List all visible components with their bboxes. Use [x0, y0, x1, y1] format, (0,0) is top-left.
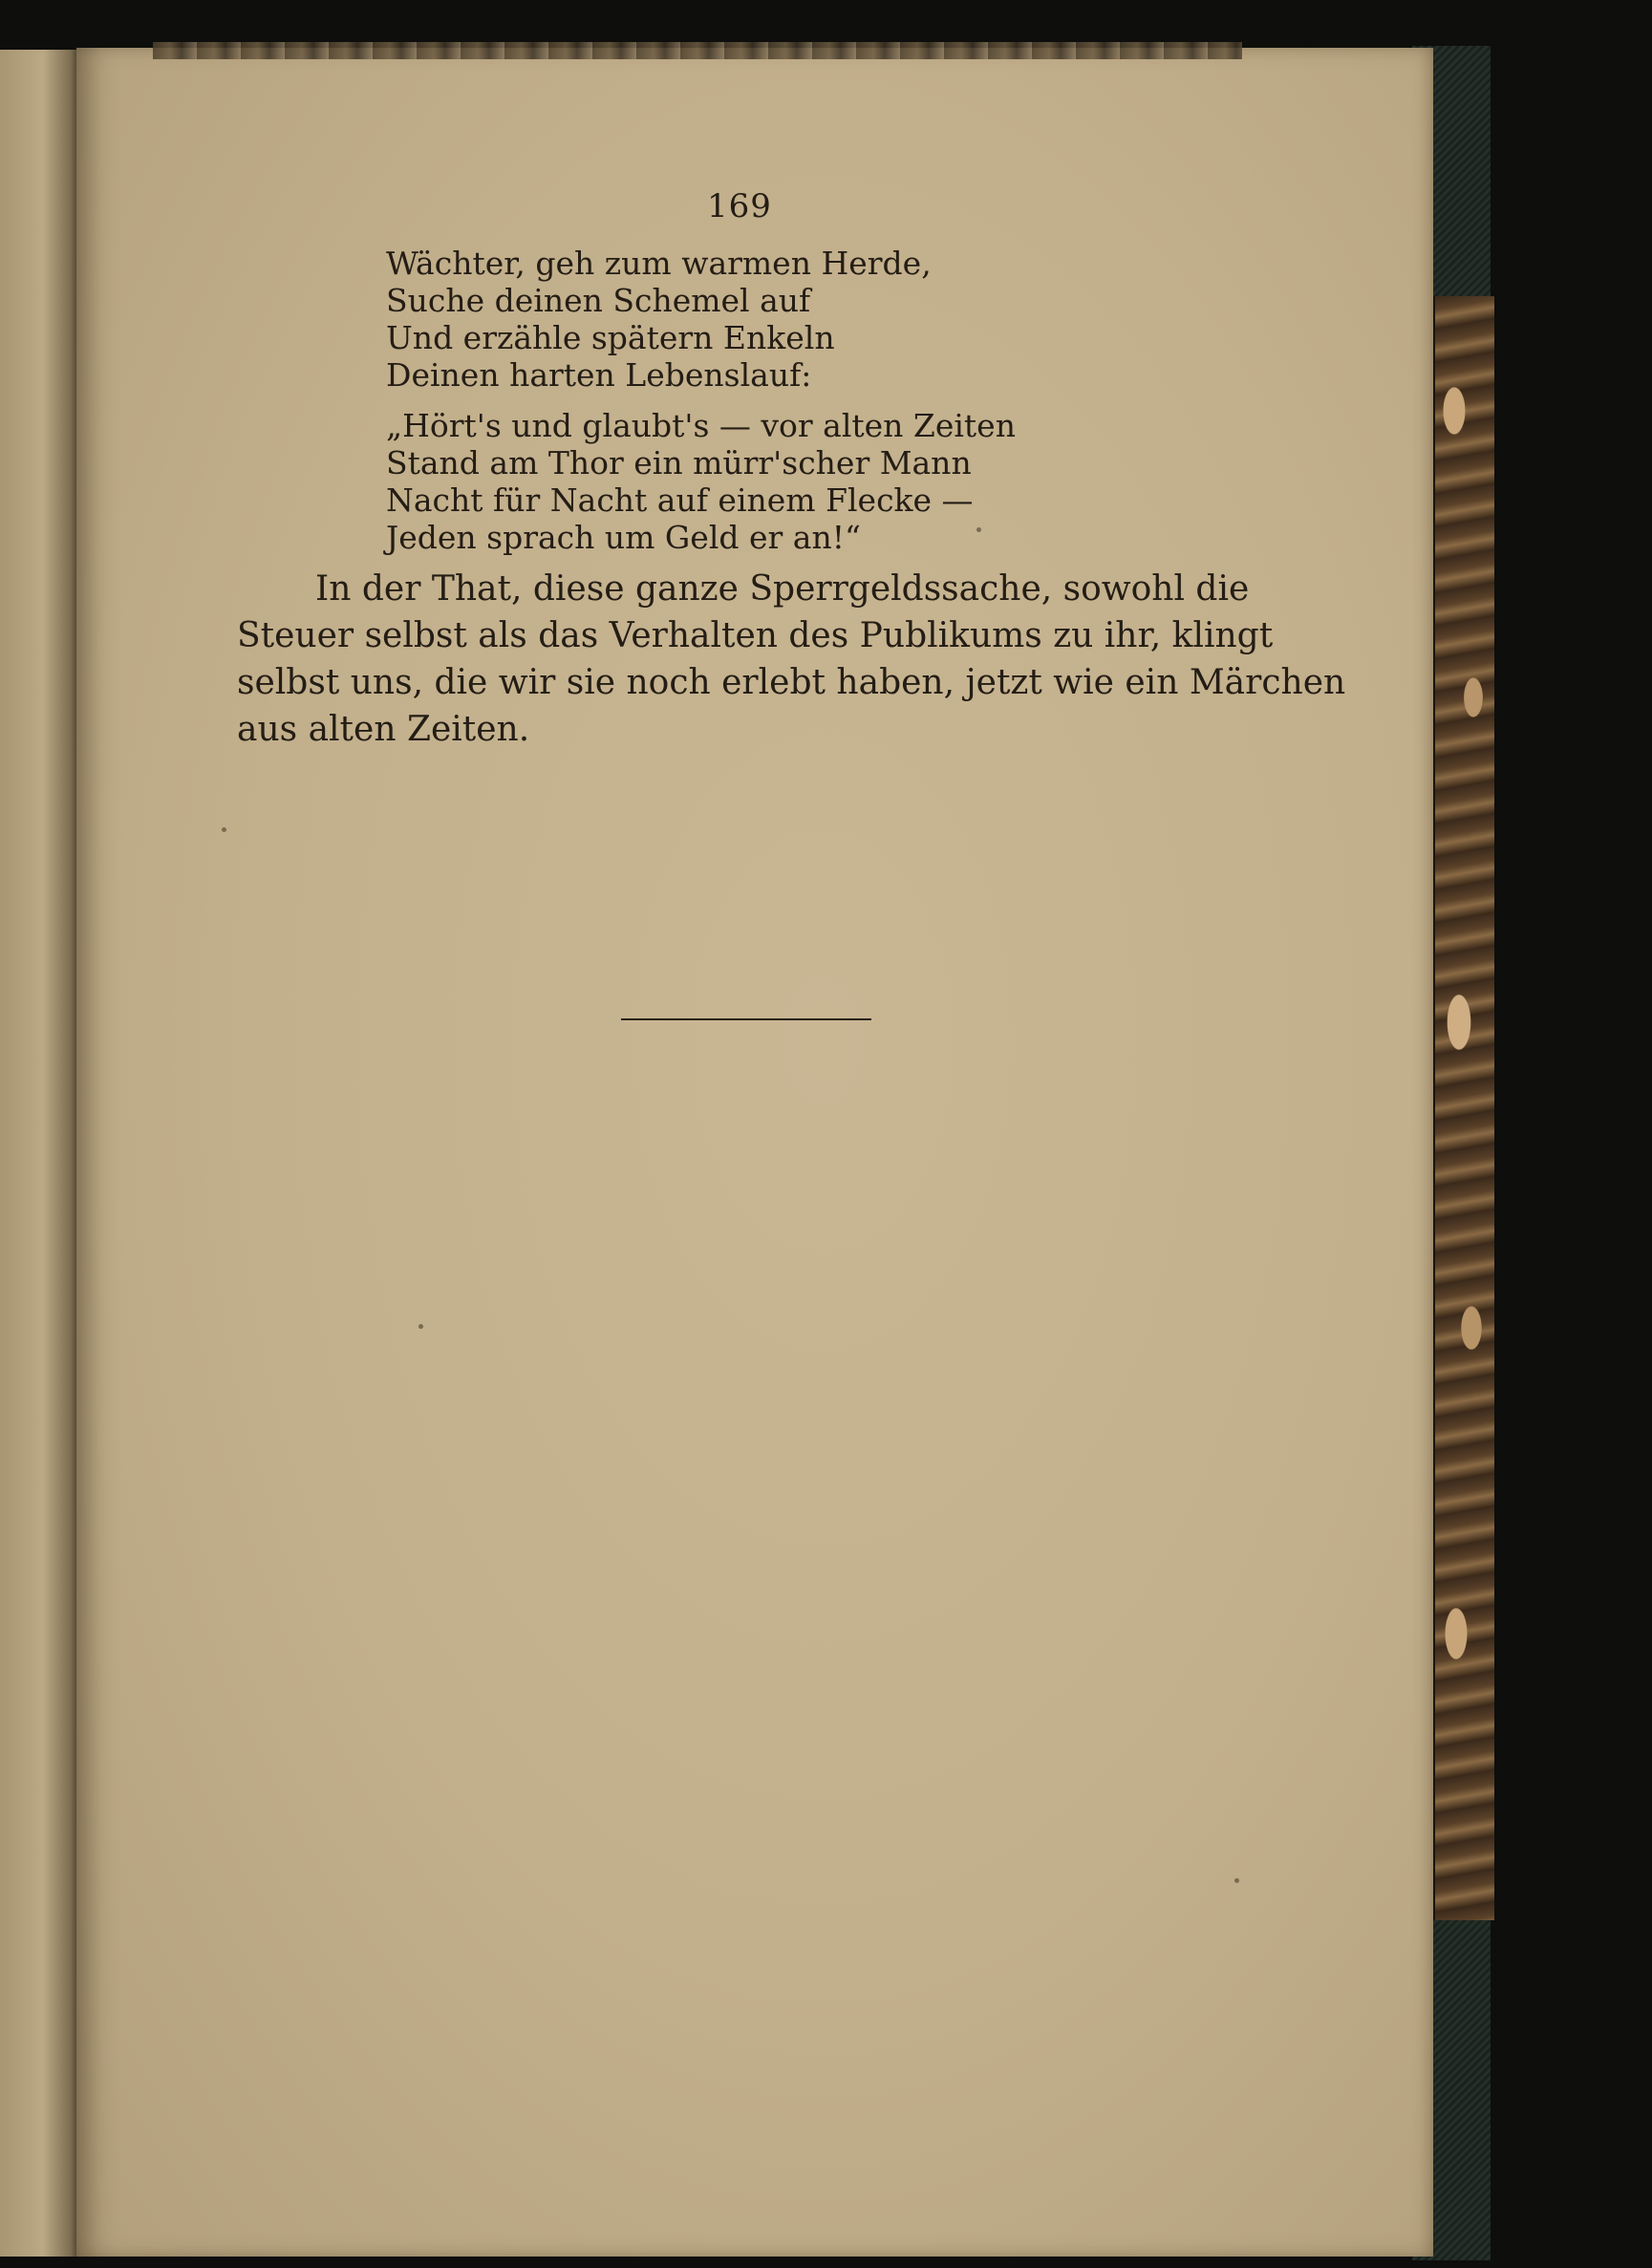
marbled-endpaper: [1433, 296, 1494, 1920]
paper-speck: [418, 1324, 423, 1329]
poem-stanza-2: [386, 407, 1016, 556]
poem-line: „Hört's und glaubt's — vor alten Zeiten: [386, 407, 1016, 444]
poem-line: Deinen harten Lebenslauf:: [386, 356, 812, 394]
paragraph-line: In der That, diese ganze Sperrgeldssache, sowohl die: [315, 569, 1250, 609]
paragraph-line: aus alten Zeiten.: [237, 710, 530, 749]
poem-line: Wächter, geh zum warmen Herde,: [386, 245, 932, 282]
poem-line: Suche deinen Schemel auf: [386, 282, 811, 319]
page-number: 169: [707, 187, 772, 225]
paper-speck: [976, 527, 981, 532]
paper-speck: [222, 827, 226, 832]
page-top-edge: [153, 42, 1242, 59]
poem-line: Nacht für Nacht auf einem Flecke —: [386, 481, 974, 519]
poem-line: Jeden sprach um Geld er an!“: [386, 519, 861, 556]
left-page-edge: [0, 50, 78, 2257]
poem-stanza-1: [386, 245, 932, 394]
prose-paragraph: [237, 566, 1346, 753]
paragraph-line: Steuer selbst als das Verhalten des Publikums zu ihr, klingt: [237, 616, 1274, 655]
paragraph-line: selbst uns, die wir sie noch erlebt haben, jetzt wie ein Märchen: [237, 663, 1346, 702]
poem-line: Stand am Thor ein mürr'scher Mann: [386, 444, 972, 481]
poem-line: Und erzähle spätern Enkeln: [386, 319, 835, 356]
section-end-rule: [621, 1018, 871, 1020]
paper-speck: [1234, 1878, 1239, 1883]
